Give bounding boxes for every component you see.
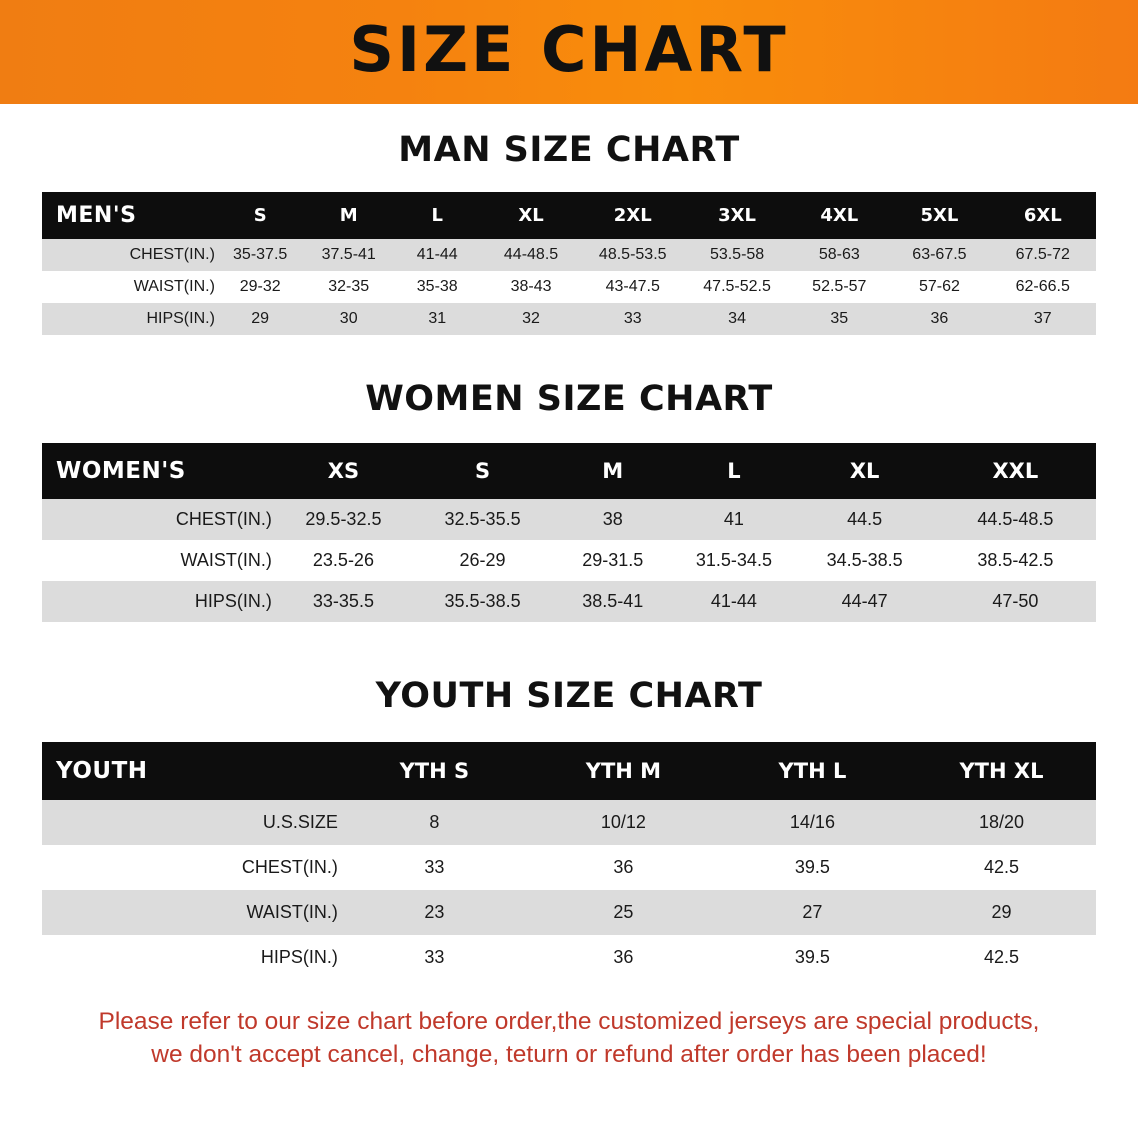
women-table-wrap [0, 443, 1138, 622]
women-cell: 38.5-41 [582, 591, 644, 611]
women-size-table [42, 443, 1096, 622]
youth-cell: 36 [613, 947, 634, 967]
man-cell: 33 [623, 310, 642, 327]
youth-row-label: WAIST(IN.) [246, 902, 338, 922]
man-cell: 43-47.5 [605, 278, 660, 295]
table-row [42, 271, 1096, 303]
man-cell: 34 [728, 310, 746, 327]
youth-section-title: YOUTH SIZE CHART [375, 676, 763, 716]
youth-cell: 14/16 [789, 812, 835, 832]
youth-header-size: YTH S [399, 759, 470, 783]
header-banner [0, 0, 1138, 104]
youth-cell: 39.5 [794, 857, 830, 877]
man-row-label: CHEST(IN.) [129, 246, 215, 263]
women-cell: 44.5-48.5 [977, 509, 1054, 529]
man-header-size: M [339, 205, 358, 226]
man-cell: 48.5-53.5 [598, 246, 667, 263]
youth-table-body [42, 800, 1096, 980]
women-row-label: HIPS(IN.) [194, 591, 272, 611]
women-header-size: XL [849, 459, 880, 483]
women-header-label: WOMEN'S [56, 458, 186, 484]
table-row [42, 935, 1096, 980]
women-cell: 41-44 [710, 591, 757, 611]
women-cell: 38.5-42.5 [977, 550, 1054, 570]
man-cell: 67.5-72 [1015, 246, 1070, 263]
women-cell: 41 [723, 509, 744, 529]
table-row [42, 499, 1096, 540]
man-header-size: 2XL [613, 205, 652, 226]
man-header-size: 4XL [820, 205, 859, 226]
women-header-size: XS [327, 459, 360, 483]
women-cell: 35.5-38.5 [444, 591, 521, 611]
women-header-size: L [727, 459, 741, 483]
women-table-header [42, 443, 1096, 499]
women-cell: 44-47 [841, 591, 888, 611]
man-cell: 52.5-57 [812, 278, 867, 295]
man-cell: 31 [428, 310, 447, 327]
man-cell: 53.5-58 [709, 246, 765, 263]
women-row-label: WAIST(IN.) [180, 550, 272, 570]
youth-cell: 8 [429, 812, 440, 832]
youth-row-label: HIPS(IN.) [260, 947, 338, 967]
note-line-2: we don't accept cancel, change, teturn or refund after order has been placed! [151, 1040, 987, 1068]
man-cell: 35-38 [416, 278, 458, 295]
man-cell: 29-32 [239, 278, 281, 295]
women-table-body [42, 499, 1096, 622]
youth-header-size: YTH L [778, 759, 847, 783]
women-row-label: CHEST(IN.) [175, 509, 272, 529]
table-row [42, 581, 1096, 622]
youth-cell: 39.5 [794, 947, 830, 967]
order-policy-note [0, 1006, 1138, 1072]
table-row [42, 239, 1096, 271]
women-cell: 34.5-38.5 [826, 550, 903, 570]
youth-table-header [42, 742, 1096, 800]
women-cell: 47-50 [992, 591, 1039, 611]
man-cell: 37.5-41 [321, 246, 376, 263]
man-table-body [42, 239, 1096, 335]
women-cell: 33-35.5 [312, 591, 374, 611]
women-section-title: WOMEN SIZE CHART [365, 379, 773, 419]
man-section-title: MAN SIZE CHART [398, 130, 740, 170]
man-cell: 32 [522, 310, 540, 327]
man-cell: 36 [930, 310, 949, 327]
man-cell: 47.5-52.5 [703, 278, 771, 295]
man-cell: 57-62 [918, 278, 960, 295]
man-cell: 63-67.5 [912, 246, 967, 263]
youth-cell: 42.5 [983, 947, 1019, 967]
man-header-size: 3XL [718, 205, 757, 226]
man-table-wrap [0, 192, 1138, 335]
man-header-label: MEN'S [56, 203, 137, 228]
women-cell: 29.5-32.5 [305, 509, 382, 529]
youth-cell: 10/12 [600, 812, 646, 832]
man-row-label: HIPS(IN.) [146, 310, 215, 327]
man-header-size: XL [518, 205, 544, 226]
man-row-label: WAIST(IN.) [133, 278, 215, 295]
man-cell: 29 [251, 310, 270, 327]
women-cell: 44.5 [847, 509, 883, 529]
women-cell: 38 [602, 509, 623, 529]
man-cell: 30 [339, 310, 358, 327]
man-table-header [42, 192, 1096, 239]
women-header-size: M [602, 459, 624, 483]
man-header-size: 5XL [920, 205, 959, 226]
table-row [42, 540, 1096, 581]
youth-header-size: YTH M [585, 759, 662, 783]
youth-cell: 25 [613, 902, 634, 922]
youth-cell: 29 [991, 902, 1012, 922]
youth-cell: 27 [802, 902, 823, 922]
man-header-size: L [431, 205, 443, 226]
man-size-table [42, 192, 1096, 335]
man-cell: 41-44 [416, 246, 458, 263]
youth-cell: 23 [424, 902, 445, 922]
youth-size-table [42, 742, 1096, 980]
youth-cell: 36 [613, 857, 634, 877]
man-header-size: 6XL [1023, 205, 1062, 226]
man-cell: 62-66.5 [1015, 278, 1070, 295]
youth-header-size: YTH XL [959, 759, 1044, 783]
table-row [42, 800, 1096, 845]
table-row [42, 303, 1096, 335]
youth-cell: 33 [424, 857, 445, 877]
man-cell: 35-37.5 [233, 246, 288, 263]
women-header-size: XXL [992, 459, 1039, 483]
women-header-size: S [475, 459, 491, 483]
man-cell: 35 [830, 310, 849, 327]
women-cell: 29-31.5 [582, 550, 644, 570]
youth-cell: 42.5 [983, 857, 1019, 877]
man-cell: 32-35 [328, 278, 370, 295]
man-header-size: S [253, 205, 267, 226]
table-row [42, 845, 1096, 890]
youth-row-label: U.S.SIZE [262, 812, 338, 832]
youth-row-label: CHEST(IN.) [241, 857, 338, 877]
youth-cell: 33 [424, 947, 445, 967]
man-cell: 44-48.5 [503, 246, 559, 263]
man-cell: 38-43 [510, 278, 552, 295]
youth-header-label: YOUTH [56, 758, 148, 784]
women-cell: 26-29 [459, 550, 506, 570]
youth-table-wrap [0, 742, 1138, 980]
women-cell: 31.5-34.5 [695, 550, 772, 570]
youth-cell: 18/20 [978, 812, 1024, 832]
page-title: SIZE CHART [349, 13, 789, 86]
women-cell: 32.5-35.5 [444, 509, 521, 529]
women-cell: 23.5-26 [312, 550, 374, 570]
note-line-1: Please refer to our size chart before order,the customized jerseys are special products, [98, 1008, 1040, 1035]
man-cell: 58-63 [818, 246, 860, 263]
man-cell: 37 [1033, 310, 1052, 327]
table-row [42, 890, 1096, 935]
